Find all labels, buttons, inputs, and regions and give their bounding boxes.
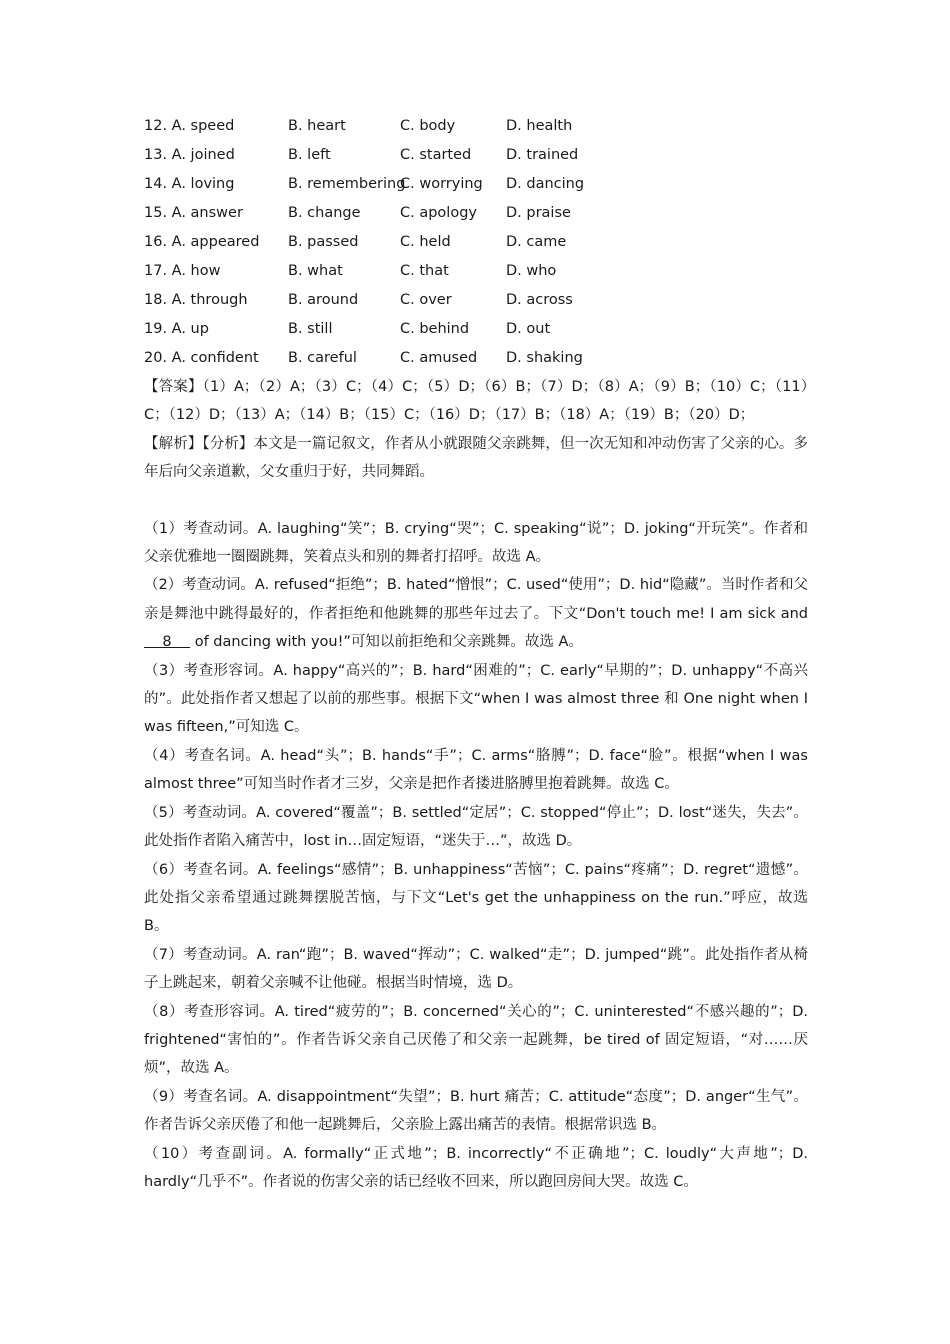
explanation-6: （6）考查名词。A. feelings“感情”；B. unhappiness“苦恼”；C. pains“疼痛”；D. regret“遗憾”。此处指父亲希望通过跳舞摆脱苦恼，与下文“Let's get the unhappiness on the run.”呼应，故选 B。 xyxy=(144,861,808,935)
explanation-2-text: （2）考查动词。A. refused“拒绝”；B. hated“憎恨”；C. used“使用”；D. hid“隐藏”。当时作者和父亲是舞池中跳得最好的，作者拒绝和他跳舞的那些年过去了。下文“Don't touch me! I am sick and xyxy=(144,577,808,622)
option-c: C. apology xyxy=(400,205,477,221)
explanation-1: （1）考查动词。A. laughing“笑”；B. crying“哭”；C. speaking“说”；D. joking“开玩笑”。作者和父亲优雅地一圈圈跳舞，笑着点头和别的舞者打招呼。故选 A。 xyxy=(144,520,808,566)
option-a: 20. A. confident xyxy=(144,350,259,366)
option-a: 12. A. speed xyxy=(144,118,235,134)
option-a: 19. A. up xyxy=(144,321,209,337)
option-d: D. across xyxy=(506,292,573,308)
option-a: 14. A. loving xyxy=(144,176,235,192)
explanation-4: （4）考查名词。A. head“头”；B. hands“手”；C. arms“胳膊”；D. face“脸”。根据“when I was almost three”可知当时作者才三岁，父亲是把作者搂进胳膊里抱着跳舞。故选 C。 xyxy=(144,747,808,793)
explanation-10: （10）考查副词。A. formally“正式地”；B. incorrectly“不正确地”；C. loudly“大声地”；D. hardly“几乎不”。作者说的伤害父亲的话已经收不回来，所以跑回房间大哭。故选 C。 xyxy=(144,1145,808,1190)
option-c: C. behind xyxy=(400,321,470,337)
option-c: C. body xyxy=(400,118,456,134)
option-row xyxy=(144,286,808,315)
explanation-8: （8）考查形容词。A. tired“疲劳的”；B. concerned“关心的”；C. uninterested“不感兴趣的”；D. frightened“害怕的”。作者告诉父亲自己厌倦了和父亲一起跳舞，be tired of 固定短语，“对……厌烦”，故选 A。 xyxy=(144,1003,808,1077)
option-row xyxy=(144,170,808,199)
option-b: B. careful xyxy=(288,350,357,366)
option-a: 17. A. how xyxy=(144,263,221,279)
explanation-2 xyxy=(144,571,808,656)
blank-line xyxy=(144,487,808,515)
option-b: B. passed xyxy=(288,234,359,250)
option-b: B. heart xyxy=(288,118,346,134)
option-c: C. amused xyxy=(400,350,478,366)
document-page xyxy=(144,112,808,1196)
option-b: B. remembering xyxy=(288,176,406,192)
answer-key: 【答案】（1）A；（2）A；（3）C；（4）C；（5）D；（6）B；（7）D；（8）A；（9）B；（10）C；（11）C；（12）D；（13）A；（14）B；（15）C；（16）D；（17）B；（18）A；（19）B；（20）D； xyxy=(144,379,808,424)
option-row xyxy=(144,141,808,170)
option-d: D. praise xyxy=(506,205,571,221)
explanation-7: （7）考查动词。A. ran“跑”；B. waved“挥动”；C. walked“走”；D. jumped“跳”。此处指作者从椅子上跳起来，朝着父亲喊不让他碰。根据当时情境，选 D。 xyxy=(144,946,808,992)
option-b: B. still xyxy=(288,321,333,337)
explanation-3: （3）考查形容词。A. happy“高兴的”；B. hard“困难的”；C. early“早期的”；D. unhappy“不高兴的”。此处指作者又想起了以前的那些事。根据下文“when I was almost three 和 One night when I was fifteen,”可知选 C。 xyxy=(144,662,808,736)
option-d: D. out xyxy=(506,321,551,337)
option-row xyxy=(144,257,808,286)
option-a: 16. A. appeared xyxy=(144,234,260,250)
option-a: 13. A. joined xyxy=(144,147,235,163)
underlined-blank: 8 xyxy=(144,634,191,651)
option-row xyxy=(144,315,808,344)
option-row xyxy=(144,344,808,373)
option-d: D. trained xyxy=(506,147,579,163)
analysis-summary: 【解析】【分析】本文是一篇记叙文，作者从小就跟随父亲跳舞，但一次无知和冲动伤害了父亲的心。多年后向父亲道歉，父女重归于好，共同舞蹈。 xyxy=(144,435,808,481)
option-b: B. left xyxy=(288,147,331,163)
option-d: D. who xyxy=(506,263,557,279)
option-c: C. started xyxy=(400,147,472,163)
option-c: C. that xyxy=(400,263,449,279)
explanation-5: （5）考查动词。A. covered“覆盖”；B. settled“定居”；C. stopped“停止”；D. lost“迷失，失去”。此处指作者陷入痛苦中，lost in…固定短语，“迷失于…”，故选 D。 xyxy=(144,804,808,850)
option-b: B. what xyxy=(288,263,343,279)
option-a: 15. A. answer xyxy=(144,205,243,221)
option-d: D. health xyxy=(506,118,573,134)
option-row xyxy=(144,228,808,257)
option-c: C. held xyxy=(400,234,451,250)
options-list xyxy=(144,112,808,373)
option-c: C. over xyxy=(400,292,452,308)
option-row xyxy=(144,199,808,228)
option-a: 18. A. through xyxy=(144,292,248,308)
option-b: B. change xyxy=(288,205,361,221)
option-row xyxy=(144,112,808,141)
option-d: D. shaking xyxy=(506,350,583,366)
option-d: D. dancing xyxy=(506,176,585,192)
explanation-2-tail: of dancing with you!”可知以前拒绝和父亲跳舞。故选 A。 xyxy=(190,634,583,651)
option-d: D. came xyxy=(506,234,567,250)
explanation-9: （9）考查名词。A. disappointment“失望”；B. hurt 痛苦；C. attitude“态度”；D. anger“生气”。作者告诉父亲厌倦了和他一起跳舞后，父亲脸上露出痛苦的表情。根据常识选 B。 xyxy=(144,1088,808,1134)
option-b: B. around xyxy=(288,292,359,308)
option-c: C. worrying xyxy=(400,176,483,192)
